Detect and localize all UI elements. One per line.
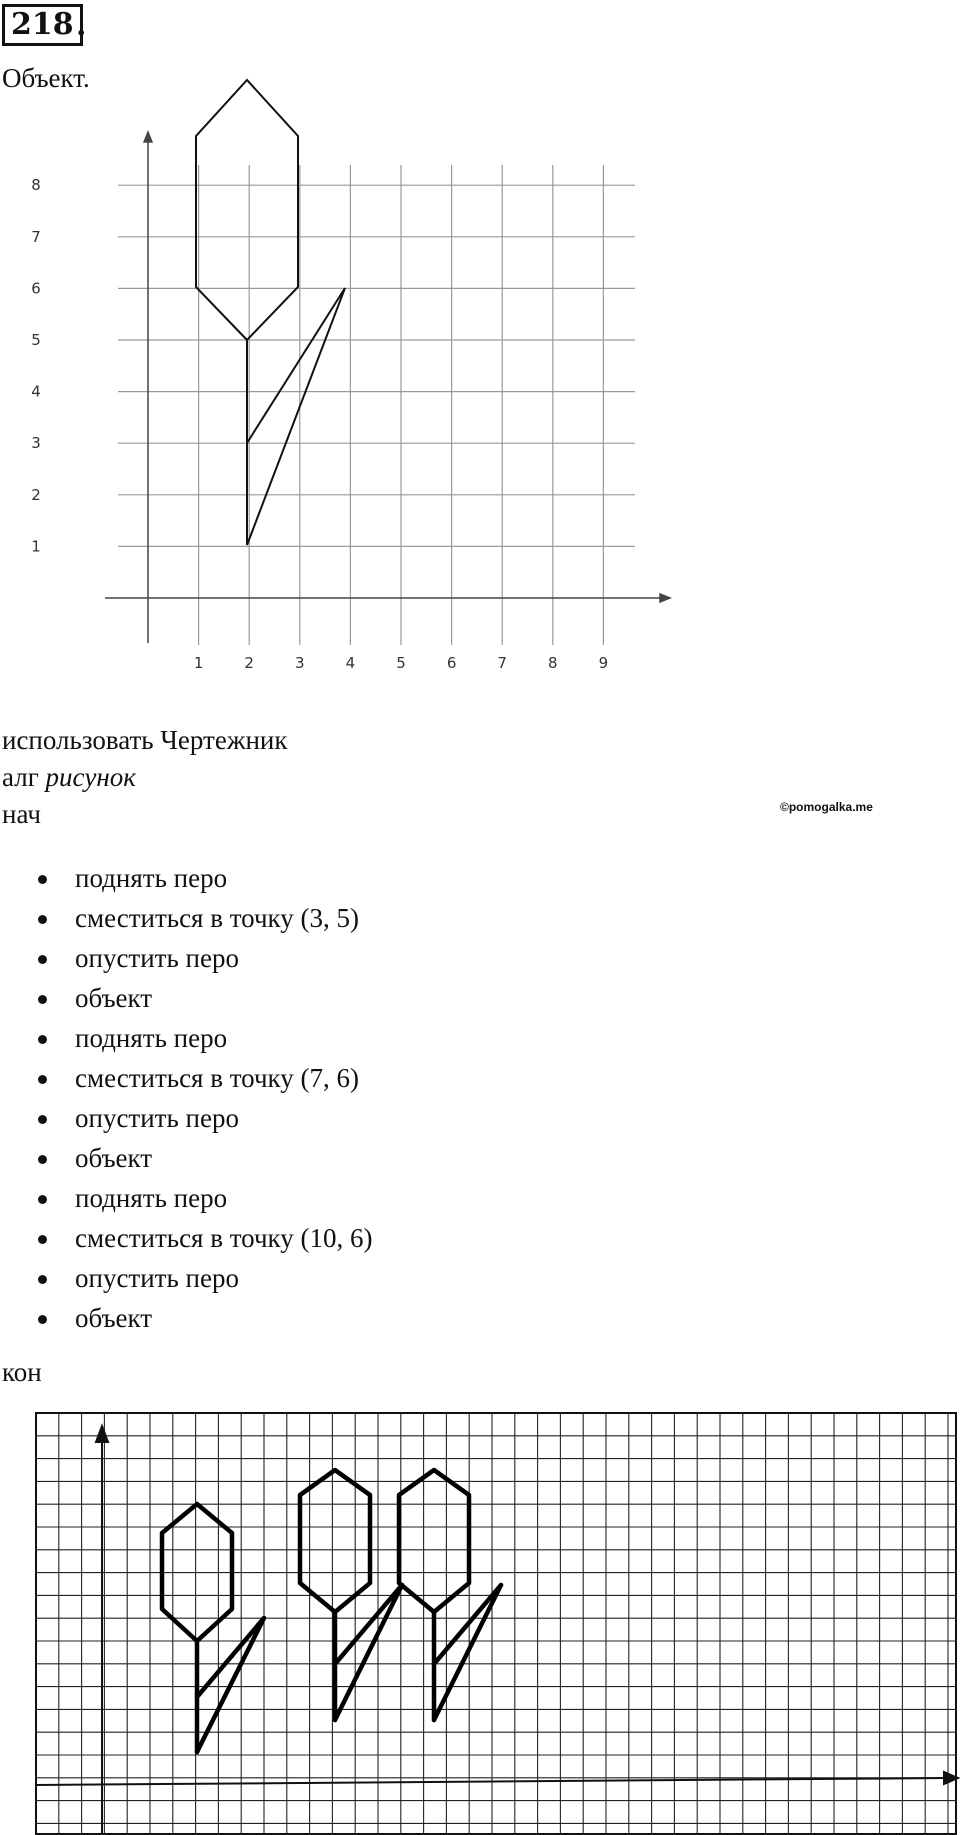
step-item: сместиться в точку (7, 6)	[0, 1058, 373, 1098]
flower-3-head	[399, 1470, 469, 1612]
step-item: опустить перо	[0, 1098, 373, 1138]
graph-paper-lines	[36, 1413, 956, 1834]
flower-1	[162, 1504, 264, 1752]
step-item: сместиться в точку (10, 6)	[0, 1218, 373, 1258]
step-item: объект	[0, 1138, 373, 1178]
step-item: сместиться в точку (3, 5)	[0, 898, 373, 938]
alg-name: рисунок	[45, 762, 136, 792]
step-item: опустить перо	[0, 1258, 373, 1298]
y-tick-label: 4	[31, 382, 41, 401]
y-tick-label: 1	[31, 537, 41, 556]
step-item: объект	[0, 978, 373, 1018]
program-line-use: использовать Чертежник	[2, 725, 288, 755]
x-tick-label: 7	[497, 654, 507, 672]
result-axes	[36, 1426, 958, 1834]
task-number: 218	[2, 4, 83, 46]
result-y-axis-arrow	[96, 1426, 108, 1442]
watermark: ©pomogalka.me	[780, 800, 873, 814]
graph-paper-border	[36, 1413, 956, 1834]
step-item: опустить перо	[0, 938, 373, 978]
program-line-end: кон	[2, 1357, 42, 1387]
y-tick-label: 7	[31, 227, 41, 246]
x-tick-label: 6	[446, 654, 457, 672]
step-item: поднять перо	[0, 1018, 373, 1058]
x-tick-label: 8	[548, 654, 558, 672]
task-number-dot: .	[76, 8, 87, 43]
alg-keyword: алг	[2, 762, 46, 792]
step-item: поднять перо	[0, 1178, 373, 1218]
x-tick-label: 1	[193, 654, 204, 672]
y-tick-label: 3	[31, 434, 41, 453]
x-tick-label: 4	[345, 654, 356, 672]
step-item: поднять перо	[0, 858, 373, 898]
object-label: Объект.	[2, 63, 90, 93]
step-item: объект	[0, 1298, 373, 1338]
x-tick-label: 5	[396, 654, 406, 672]
x-tick-label: 2	[244, 654, 254, 672]
y-tick-label: 8	[31, 176, 41, 195]
x-tick-label: 3	[295, 654, 305, 672]
y-tick-label: 5	[31, 331, 41, 349]
x-tick-label: 9	[598, 654, 609, 672]
y-tick-label: 2	[31, 485, 41, 504]
y-tick-label: 6	[31, 279, 41, 298]
program-line-begin: нач	[2, 799, 41, 829]
flower-2-head	[300, 1470, 370, 1612]
